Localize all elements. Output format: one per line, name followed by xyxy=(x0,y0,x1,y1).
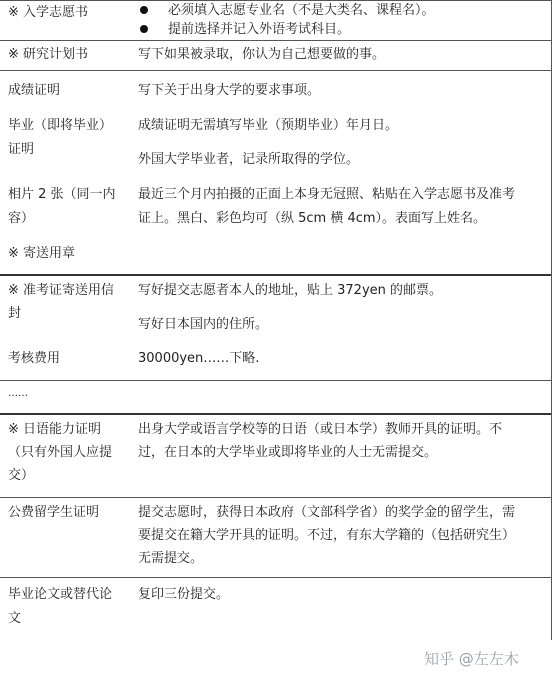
row-divider xyxy=(0,70,551,71)
row-label-research-plan: ※ 研究计划书 xyxy=(8,47,89,62)
row-label-photos: 相片 2 张（同一内 xyxy=(8,187,116,202)
row-label-thesis-cont: 文 xyxy=(8,611,22,626)
row-text: 写好日本国内的住所。 xyxy=(138,317,269,332)
row-text: 过，在日本的大学毕业或即将毕业的人士无需提交。 xyxy=(138,445,438,460)
row-text: 最近三个月内拍摄的正面上本身无冠照、粘贴在入学志愿书及准考 xyxy=(138,187,516,202)
row-label-exam-fee: 考核费用 xyxy=(8,351,61,366)
row-text: 30000yen……下略. xyxy=(138,351,260,366)
bullet-text: 必须填入志愿专业名（不是大类名、课程名）。 xyxy=(168,3,435,18)
watermark: 知乎 @左左木 xyxy=(424,650,519,668)
row-text: 外国大学毕业者，记录所取得的学位。 xyxy=(138,152,360,167)
row-text: 要提交在籍大学开具的证明。不过，有东大学籍的（包括研究生） xyxy=(138,528,516,543)
ellipsis-text: …… xyxy=(8,388,28,399)
row-divider xyxy=(0,497,551,498)
row-label-application-form: ※ 入学志愿书 xyxy=(8,5,89,20)
row-text: 证上。黑白、彩色均可（纵 5cm 横 4cm）。表面写上姓名。 xyxy=(138,211,487,226)
bullet-text: 提前选择并记入外语考试科目。 xyxy=(168,22,351,37)
table-top-border xyxy=(0,0,551,1)
row-text: 无需提交。 xyxy=(138,551,204,566)
table-right-border xyxy=(551,0,552,640)
row-label-transcript: 成绩证明 xyxy=(8,83,61,98)
row-label-envelope: ※ 准考证寄送用信 xyxy=(8,283,115,298)
row-label-japanese-proof-cont: 交） xyxy=(8,468,35,483)
row-label-envelope-cont: 封 xyxy=(8,306,22,321)
row-text: 写下关于出身大学的要求事项。 xyxy=(138,83,321,98)
bullet-icon xyxy=(140,25,148,33)
row-text: 写下如果被录取，你认为自己想要做的事。 xyxy=(138,47,386,62)
row-divider xyxy=(0,380,551,381)
row-label-photos-cont: 容） xyxy=(8,211,35,226)
row-label-japanese-proof-cont: （只有外国人应提 xyxy=(8,445,113,460)
row-label-graduation-cert: 毕业（即将毕业） xyxy=(8,118,113,133)
row-text: 提交志愿时，获得日本政府（文部科学省）的奖学金的留学生，需 xyxy=(138,505,516,520)
row-text: 复印三份提交。 xyxy=(138,587,230,602)
row-text: 成绩证明无需填写毕业（预期毕业）年月日。 xyxy=(138,118,399,133)
row-divider xyxy=(0,413,551,415)
row-divider xyxy=(0,274,551,276)
bullet-icon xyxy=(140,6,148,14)
row-label-japanese-proof: ※ 日语能力证明 xyxy=(8,422,102,437)
row-text: 写好提交志愿者本人的地址，贴上 372yen 的邮票。 xyxy=(138,283,443,298)
row-divider xyxy=(0,40,551,41)
row-label-thesis: 毕业论文或替代论 xyxy=(8,587,113,602)
row-text: 出身大学或语言学校等的日语（或日本学）教师开具的证明。不 xyxy=(138,422,503,437)
row-label-seal: ※ 寄送用章 xyxy=(8,246,76,261)
row-label-graduation-cert-cont: 证明 xyxy=(8,142,35,157)
row-label-scholarship: 公费留学生证明 xyxy=(8,505,100,520)
row-divider xyxy=(0,577,551,578)
